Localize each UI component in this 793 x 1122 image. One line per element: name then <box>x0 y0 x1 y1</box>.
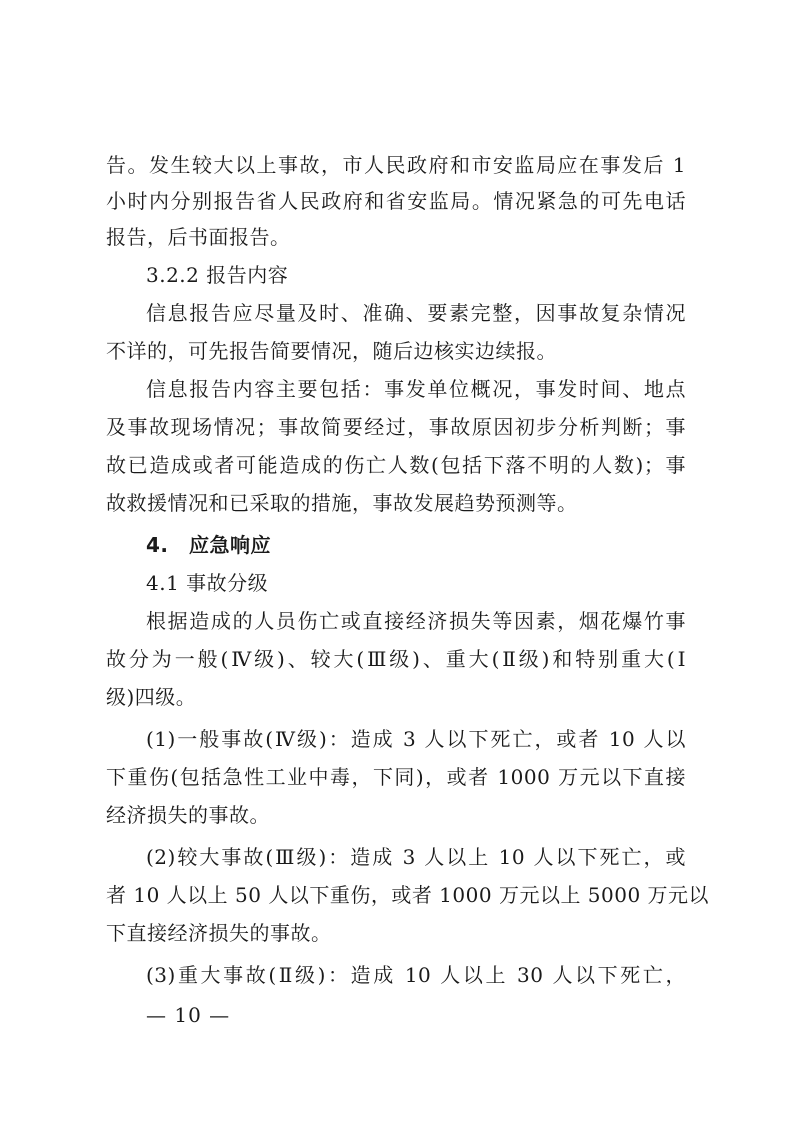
text-line-17: 下重伤(包括急性工业中毒，下同)，或者 1000 万元以下直接 <box>106 765 686 789</box>
text-line-5: 信息报告应尽量及时、准确、要素完整，因事故复杂情况 <box>146 301 686 325</box>
text-line-6: 不详的，可先报告简要情况，随后边核实边续报。 <box>106 339 557 363</box>
subsection-heading-4-1: 4.1 事故分级 <box>146 571 269 595</box>
text-line-13: 根据造成的人员伤亡或直接经济损失等因素，烟花爆竹事 <box>146 609 686 633</box>
text-line-15: 级)四级。 <box>106 685 197 709</box>
text-line-16: (1)一般事故(Ⅳ级)：造成 3 人以下死亡，或者 10 人以 <box>146 727 686 751</box>
subsection-heading-3-2-2: 3.2.2 报告内容 <box>146 263 289 287</box>
text-line-8: 及事故现场情况；事故简要经过，事故原因初步分析判断；事 <box>106 415 686 439</box>
text-line-18: 经济损失的事故。 <box>106 803 270 827</box>
text-line-7: 信息报告内容主要包括：事发单位概况，事发时间、地点 <box>146 377 686 401</box>
text-line-19: (2)较大事故(Ⅲ级)：造成 3 人以上 10 人以下死亡，或 <box>146 845 686 869</box>
text-line-22: (3)重大事故(Ⅱ级)：造成 10 人以上 30 人以下死亡， <box>146 963 686 987</box>
section-heading-4: 4. 应急响应 <box>146 533 272 557</box>
text-line-20: 者 10 人以上 50 人以下重伤，或者 1000 万元以上 5000 万元以 <box>106 883 710 907</box>
text-line-21: 下直接经济损失的事故。 <box>106 921 332 945</box>
text-line-9: 故已造成或者可能造成的伤亡人数(包括下落不明的人数)；事 <box>106 453 686 477</box>
text-line-2: 小时内分别报告省人民政府和省安监局。情况紧急的可先电话 <box>106 189 686 213</box>
text-line-14: 故分为一般(Ⅳ级)、较大(Ⅲ级)、重大(Ⅱ级)和特别重大(Ⅰ <box>106 647 686 671</box>
page-number: — 10 — <box>146 1003 231 1027</box>
text-line-10: 故救援情况和已采取的措施，事故发展趋势预测等。 <box>106 491 578 515</box>
text-line-1: 告。发生较大以上事故，市人民政府和市安监局应在事发后 1 <box>106 153 686 177</box>
text-line-3: 报告，后书面报告。 <box>106 225 291 249</box>
